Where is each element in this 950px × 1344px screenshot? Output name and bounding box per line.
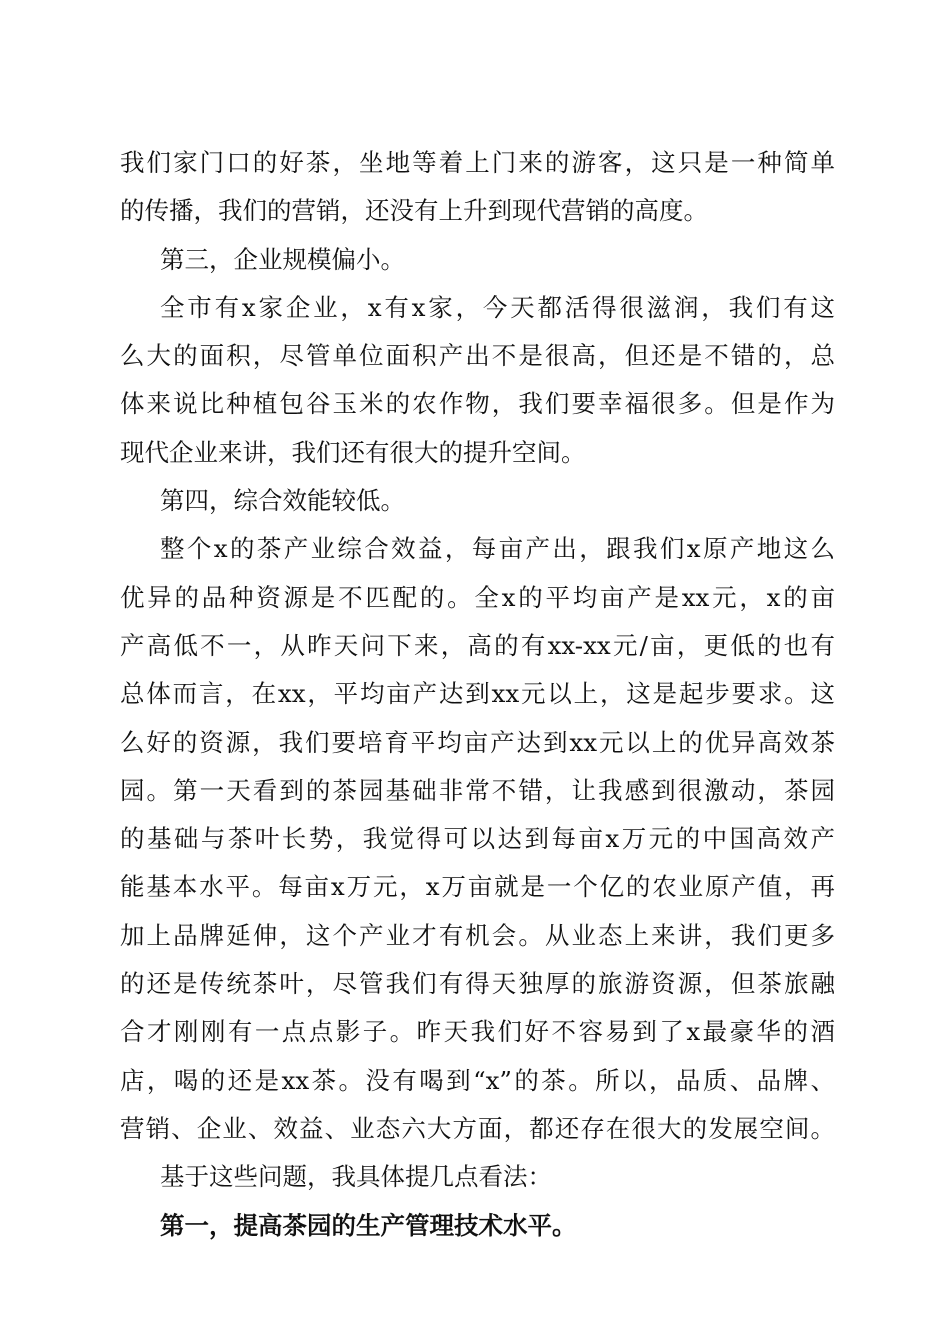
- paragraph-line: 基于这些问题，我具体提几点看法：: [160, 1162, 552, 1192]
- document-body: [120, 139, 835, 1250]
- paragraph-line: 优异的品种资源是不匹配的。全x的平均亩产是xx元，x的亩: [120, 582, 835, 612]
- paragraph-line: 能基本水平。每亩x万元，x万亩就是一个亿的农业原产值，再: [120, 872, 835, 902]
- paragraph-line: 么好的资源，我们要培育平均亩产达到xx元以上的优异高效茶: [120, 727, 835, 757]
- paragraph-line: 么大的面积，尽管单位面积产出不是很高，但还是不错的，总: [120, 341, 835, 371]
- paragraph-line: 总体而言，在xx，平均亩产达到xx元以上，这是起步要求。这: [120, 679, 835, 709]
- paragraph-line: 现代企业来讲，我们还有很大的提升空间。: [120, 437, 586, 467]
- section-heading: 第三，企业规模偏小。: [160, 244, 405, 274]
- paragraph-line: 产高低不一，从昨天问下来，高的有xx-xx元/亩，更低的也有: [120, 630, 835, 660]
- paragraph-line: 体来说比种植包谷玉米的农作物，我们要幸福很多。但是作为: [120, 389, 835, 419]
- paragraph-line: 我们家门口的好茶，坐地等着上门来的游客，这只是一种简单: [120, 148, 835, 177]
- paragraph-line: 整个x的茶产业综合效益，每亩产出，跟我们x原产地这么: [160, 534, 835, 564]
- section-heading: 第四，综合效能较低。: [160, 486, 405, 516]
- paragraph-line: 营销、企业、效益、业态六大方面，都还存在很大的发展空间。: [120, 1113, 835, 1143]
- paragraph-line: 店，喝的还是xx茶。没有喝到“x”的茶。所以，品质、品牌、: [120, 1065, 835, 1095]
- paragraph-line: 园。第一天看到的茶园基础非常不错，让我感到很激动，茶园: [120, 775, 835, 805]
- section-heading: 第一，提高茶园的生产管理技术水平。: [160, 1210, 577, 1240]
- paragraph-line: 的传播，我们的营销，还没有上升到现代营销的高度。: [120, 196, 708, 226]
- paragraph-line: 全市有x家企业，x有x家，今天都活得很滋润，我们有这: [160, 292, 835, 322]
- paragraph-line: 的还是传统茶叶，尽管我们有得天独厚的旅游资源，但茶旅融: [120, 969, 835, 999]
- paragraph-line: 合才刚刚有一点点影子。昨天我们好不容易到了x最豪华的酒: [120, 1017, 835, 1047]
- paragraph-line: 加上品牌延伸，这个产业才有机会。从业态上来讲，我们更多: [120, 920, 835, 950]
- paragraph-line: 的基础与茶叶长势，我觉得可以达到每亩x万元的中国高效产: [120, 824, 835, 854]
